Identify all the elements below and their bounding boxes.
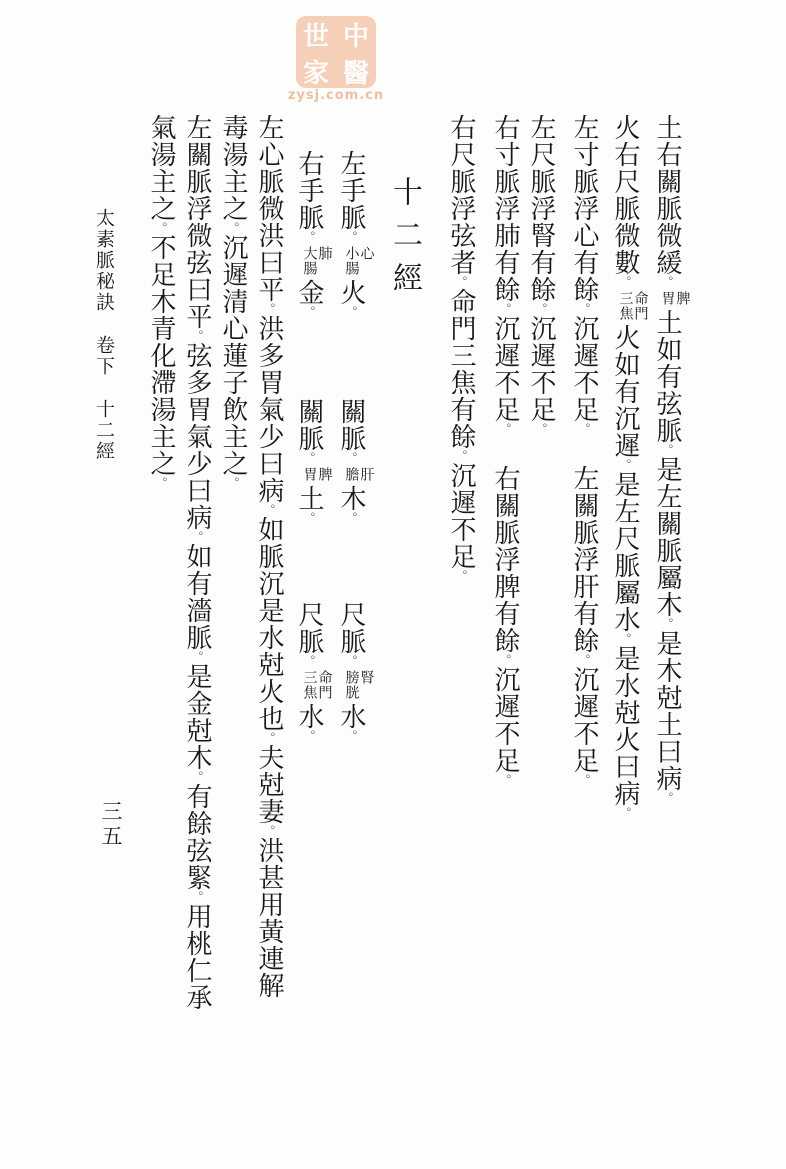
- right-chi-element: 水。: [294, 703, 324, 742]
- annotation-left: 膀胱: [343, 670, 360, 700]
- annotation-left: 三焦: [617, 291, 634, 321]
- left-chi-element: 水。: [336, 703, 366, 742]
- column-gap: [505, 435, 506, 465]
- column-10-text: 氣湯主之。不足木青化滯湯主之。: [146, 114, 176, 489]
- column-3-text: 左關脈浮肝有餘。沉遲不足。: [569, 465, 599, 786]
- seal-char-top-right: 中: [342, 22, 369, 52]
- right-guan-entry: [292, 398, 332, 524]
- column-2-text: 火如有沉遲。是左尺脈屬水。是水尅火曰病。: [610, 324, 640, 819]
- left-guan-annotation: [344, 467, 374, 482]
- column-8-text: 毒湯主之。沉遲清心蓮子飲主之。: [218, 114, 248, 489]
- right-hand-entry: [292, 150, 332, 318]
- text-column-2: [608, 114, 648, 819]
- right-guan-label: 關脈。: [294, 398, 324, 464]
- text-column-7: [252, 114, 285, 999]
- annotation-right: 命門: [632, 291, 649, 321]
- column-1-text: 土右關脈微緩。: [652, 114, 682, 288]
- right-chi-label: 尺脈。: [294, 601, 324, 667]
- annotation-left: 胃: [659, 291, 676, 306]
- annotation-right: 命門: [316, 670, 333, 700]
- column-4-text: 左尺脈浮腎有餘。沉遲不足。: [526, 114, 556, 435]
- seal-char-bottom-left: 家: [302, 59, 329, 89]
- text-column-6: [444, 114, 477, 582]
- seal-char-top-left: 世: [302, 22, 329, 52]
- column-5-text: 右關脈浮脾有餘。沉遲不足。: [490, 465, 520, 786]
- margin-gap: [104, 377, 105, 399]
- margin-caption: [92, 208, 116, 462]
- annotation-right: 肝: [358, 467, 375, 482]
- text-column-10: [144, 114, 177, 489]
- text-column-1: [650, 114, 690, 804]
- annotation-left: 小腸: [343, 246, 360, 276]
- column-5-text: 右寸脈浮肺有餘。沉遲不足。: [490, 114, 520, 435]
- left-hand-annotation: [344, 246, 374, 276]
- annotation-right: 心: [358, 246, 375, 261]
- text-column-3: [567, 114, 600, 786]
- annotation-left: 大腸: [301, 246, 318, 276]
- right-guan-annotation: [302, 467, 332, 482]
- right-hand-label: 右手脈。: [294, 150, 324, 243]
- column-9-text: 左關脈浮微弦曰平。弦多胃氣少曰病。如有濇脈。是金尅木。有餘弦緊。用桃仁承: [182, 114, 212, 1011]
- annotation-right: 脾: [316, 467, 333, 482]
- left-chi-entry: [334, 601, 374, 742]
- annotation-left: 胃: [301, 467, 318, 482]
- annotation-left: 膽: [343, 467, 360, 482]
- annotation-left: 三焦: [301, 670, 318, 700]
- watermark-seal-icon: [296, 16, 376, 88]
- left-guan-element: 木。: [336, 485, 366, 524]
- column-7-text: 左心脈微洪曰平。洪多胃氣少曰病。如脈沉是水尅火也。夫尅妻。洪甚用黃連解: [254, 114, 284, 999]
- column-2-text: 火右尺脈微數。: [610, 114, 640, 288]
- left-guan-label: 關脈。: [336, 398, 366, 464]
- left-guan-entry: [334, 398, 374, 524]
- column-gap: [584, 435, 585, 465]
- watermark-url: zysj.com.cn: [287, 88, 385, 103]
- column-1-text: 土如有弦脈。是左關脈屬木。是木尅土曰病。: [652, 309, 682, 804]
- text-column-5: [488, 114, 521, 786]
- right-guan-element: 土。: [294, 485, 324, 524]
- text-column-8: [216, 114, 249, 489]
- margin-chapter: 十二經: [93, 399, 115, 462]
- column-1-annotation: [660, 291, 690, 306]
- margin-book-title: 太素脈秘訣: [93, 208, 115, 313]
- right-chi-annotation: [302, 670, 332, 700]
- margin-gap: [104, 313, 105, 335]
- left-chi-label: 尺脈。: [336, 601, 366, 667]
- right-hand-annotation: [302, 246, 332, 276]
- left-hand-label: 左手脈。: [336, 150, 366, 243]
- column-6-text: 右尺脈浮弦者。命門三焦有餘。沉遲不足。: [446, 114, 476, 582]
- left-hand-entry: [334, 150, 374, 318]
- text-column-4: [524, 114, 557, 435]
- column-2-annotation: [618, 291, 648, 321]
- left-hand-element: 火。: [336, 279, 366, 318]
- annotation-right: 脾: [674, 291, 691, 306]
- chapter-title: 十二經: [387, 176, 422, 305]
- seal-char-bottom-right: 醫: [342, 59, 369, 89]
- text-column-9: [180, 114, 213, 1011]
- left-chi-annotation: [344, 670, 374, 700]
- folio-number: 三五: [99, 800, 123, 850]
- column-3-text: 左寸脈浮心有餘。沉遲不足。: [569, 114, 599, 435]
- right-hand-element: 金。: [294, 279, 324, 318]
- annotation-right: 肺: [316, 246, 333, 261]
- right-chi-entry: [292, 601, 332, 742]
- margin-volume: 卷下: [93, 335, 115, 377]
- annotation-right: 腎: [358, 670, 375, 685]
